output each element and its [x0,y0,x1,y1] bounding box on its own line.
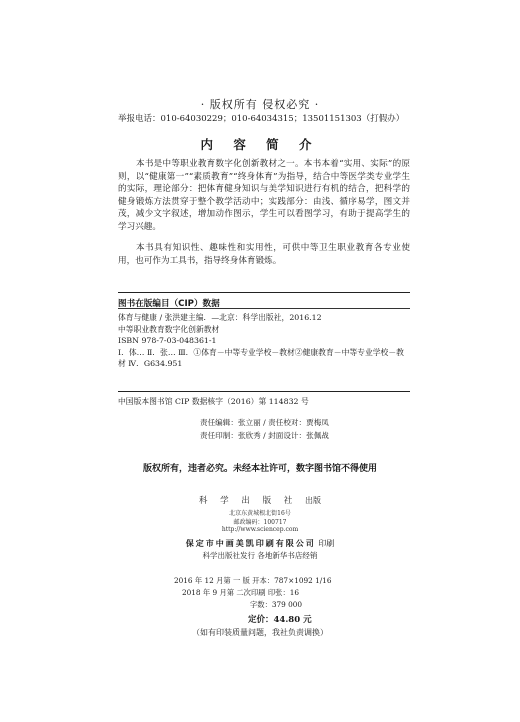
cip-data-number: 中国版本图书馆 CIP 数据核字（2016）第 114832 号 [118,397,309,406]
printer-line [0,538,520,549]
cip-divider [118,308,410,309]
editors-block [200,417,329,442]
quality-notice: （如有印装质量问题，我社负责调换） [192,628,328,637]
cip-line-2: 中等职业教育数字化创新教材 [118,324,220,334]
publisher-website: http://www.sciencep.com [221,526,299,533]
copyright-notice: · 版权所有 侵权必究 · [200,98,320,111]
rights-notice: 版权所有，违者必究。未经本社许可，数字图书馆不得使用 [142,464,377,474]
cip-block [118,292,410,392]
printer-suffix: 印刷 [318,539,335,548]
edition-line-2: 2018 年 9 月第 二次印刷 印张：16 [182,588,300,597]
intro-title: 内 容 简 介 [200,137,320,152]
distribution-line: 科学出版社发行 各地新华书店经销 [202,551,318,560]
editors-line-1: 责任编辑：张立丽 / 责任校对：贾梅凤 [200,418,329,427]
cip-line-1: 体育与健康 / 张洪建主编．—北京：科学出版社，2016.12 [118,313,322,322]
cip-line-4: Ⅰ．体… Ⅱ．张… Ⅲ．①体育－中等专业学校－教材②健康教育－中等专业学校－教材 Ⅳ．G634.951 [118,347,404,369]
cip-content [118,312,410,370]
printer-name: 保定市中画美凯印刷有限公司 [185,538,316,548]
cip-line-3: ISBN 978-7-03-048361-1 [118,336,217,346]
report-phone: 举报电话：010-64030229；010-64034315；13501151303（打假办） [118,114,405,124]
cip-title: 图书在版编目（CIP）数据 [118,299,220,309]
publisher-address: 北京东黄城根北街16号 [229,510,291,517]
edition-line-1: 2016 年 12 月第 一 版 开本：787×1092 1/16 [174,576,332,585]
publisher-suffix: 出版 [305,496,321,505]
intro-paragraph-2: 本书具有知识性、趣味性和实用性，可供中等卫生职业教育各专业使用，也可作为工具书，指导终身体育锻炼。 [118,243,410,266]
word-count: 字数：379 000 [250,600,303,609]
publisher-zip: 邮政编码：100717 [233,519,287,526]
price: 定价：44.80 元 [248,615,312,625]
publisher-line [0,494,520,506]
editors-line-2: 责任印制：张欣秀 / 封面设计：张佩战 [200,430,329,440]
intro-paragraph-1: 本书是中等职业教育数字化创新教材之一。本书本着“实用、实际”的原则，以“健康第一”“素质教育”“终身体育”为指导，结合中等医学类专业学生的实际，理论部分：把体育健身知识与美学知识进行有机的结合，把科学的健身锻炼方法贯穿于整个教学活动中；实践部分：由浅、循序易学，图文并茂，减少文字叙述，增加动作图示，学生可以看图学习，有助于提高学生的学习兴趣。 [118,159,410,232]
publisher-name: 科 学 出 版 社 [198,496,298,506]
